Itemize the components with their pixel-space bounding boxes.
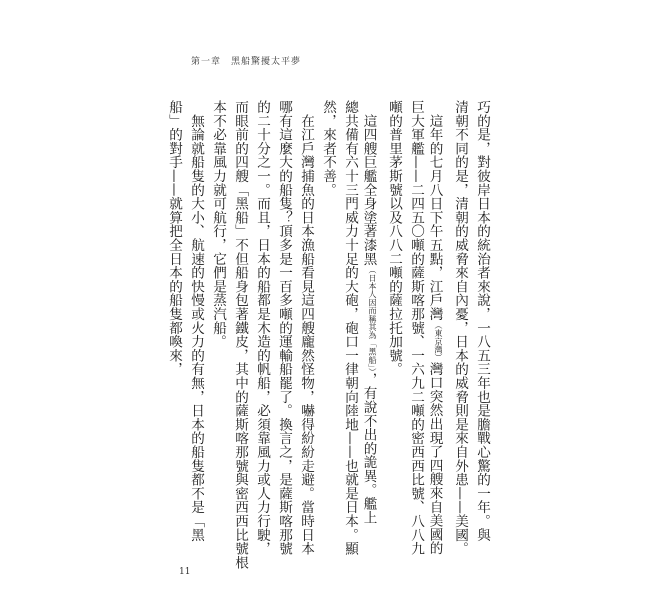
text-column-9: 在江戶灣捕魚的日本漁船看見這四艘龐然怪物，嚇得紛紛走避。當時日本 [298, 100, 314, 556]
running-head: 第一章 黑船驚擾太平夢 [191, 57, 302, 67]
text-column-5: 噸的普里茅斯號以及八八二噸的薩拉托加號。 [386, 100, 402, 376]
text-column-1: 巧的是，對彼岸日本的統治者來說，一八五三年也是膽戰心驚的一年。與 [474, 100, 490, 542]
text-column-13: 本不必靠風力就可航行，它們是蒸汽船。 [210, 100, 226, 349]
text-column-2: 清朝不同的是，清朝的威脅來自內憂，日本的威脅則是來自外患——美國。 [452, 100, 468, 556]
text-column-7: 總共備有六十三門威力十足的大砲，砲口一律朝向陸地——也就是日本。顯 [342, 100, 358, 556]
page-number: 11 [179, 567, 191, 577]
text-column-3-a: 這年的七月八日下午五點，江戶灣 [426, 100, 443, 321]
text-column-10: 哪有這麼大的船隻？頂多是一百多噸的運輸船罷了。換言之，是薩斯喀那號 [276, 100, 292, 556]
text-column-6-a: 這四艘巨艦全身塗著漆黑 [360, 100, 377, 266]
text-column-3 [426, 100, 448, 555]
text-column-11: 的二十分之一。而且，日本的船都是木造的帆船，必須靠風力或人力行駛， [254, 100, 270, 556]
text-column-6 [360, 100, 382, 524]
annotation-tokyo-bay: （東京灣） [434, 320, 443, 362]
text-column-14: 無論就船隻的大小、航速的快慢或火力的有無，日本的船隻都不是「黑 [188, 100, 204, 542]
annotation-black-ships: （日本人因而稱其為「黑船」） [368, 265, 377, 373]
text-column-15: 船」的對手——就算把全日本的船隻都喚來， [166, 100, 182, 376]
text-column-4: 巨大軍艦——二四五〇噸的薩斯喀那號、一六九二噸的密西西比號、八八九 [408, 100, 424, 556]
text-column-3-b: 灣口突然出現了四艘來自美國的 [426, 361, 443, 556]
text-column-12: 而眼前的四艘「黑船」不但船身包著鐵皮，其中的薩斯喀那號與密西西比號根 [232, 100, 248, 570]
text-column-6-b: ，有說不出的詭異。艦上 [360, 372, 377, 525]
text-column-8: 然，來者不善。 [320, 100, 336, 197]
body-text [165, 100, 491, 570]
